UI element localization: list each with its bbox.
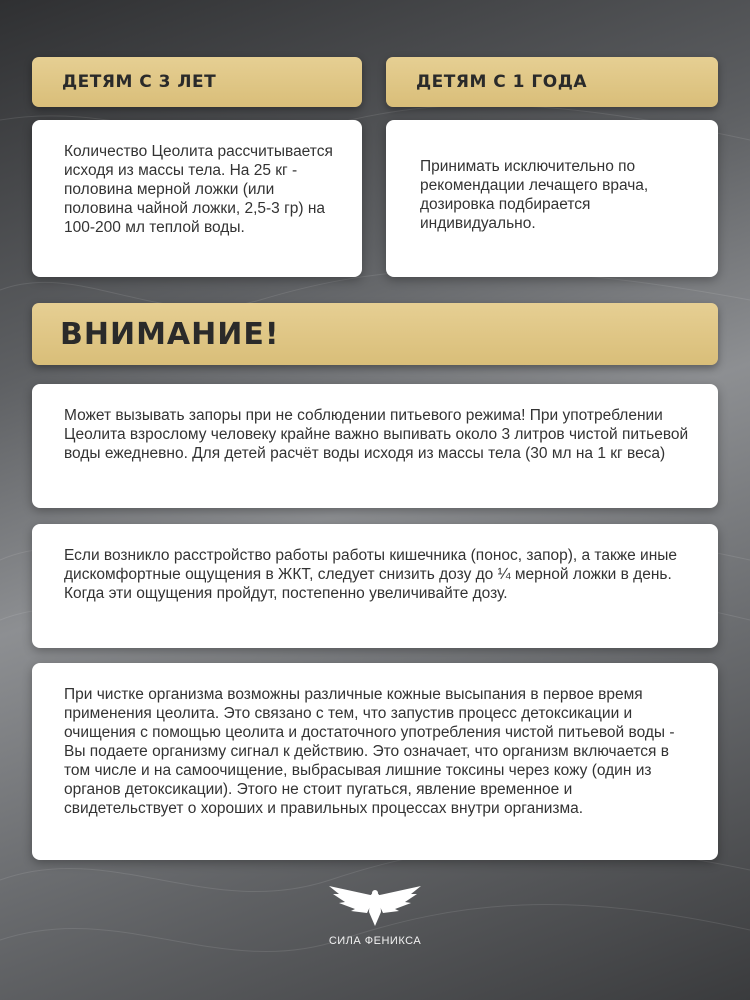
warning-card-2 [32, 524, 718, 648]
brand-logo [325, 882, 425, 947]
warning-card-3 [32, 663, 718, 860]
warning-header [32, 303, 718, 365]
phoenix-icon [327, 882, 423, 928]
card-kids-1-year [386, 120, 718, 277]
header-kids-1-year [386, 57, 718, 107]
card-kids-1-year-text: Принимать исключительно по рекомендации лечащего врача, дозировка подбирается индивидуально. [420, 158, 649, 232]
header-kids-3-years [32, 57, 362, 107]
header-kids-1-year-title: ДЕТЯМ С 1 ГОДА [416, 72, 587, 92]
warning-card-3-text: При чистке организма возможны различные кожные высыпания в первое время применения цеолита. Это связано с тем, что запустив процесс детоксикации и очищения с помощью цеолита и достаточного употребления чистой питьевой воды - Вы подаете организму сигнал к действию. Это означает, что организм включается в том числе и на самоочищение, выбрасывая лишние токсины через кожу (один из органов детоксикации). Этого не стоит пугаться, явление временное и свидетельствует о хороших и правильных процессах внутри организма. [64, 686, 675, 817]
header-kids-3-years-title: ДЕТЯМ С 3 ЛЕТ [62, 72, 217, 92]
warning-card-2-text: Если возникло расстройство работы работы кишечника (понос, запор), а также иные дискомфортные ощущения в ЖКТ, следует снизить дозу до ¼ мерной ложки в день. Когда эти ощущения пройдут, постепенно увеличивайте дозу. [64, 547, 678, 602]
warning-card-1 [32, 384, 718, 508]
warning-title: ВНИМАНИЕ! [60, 316, 280, 352]
card-kids-3-years [32, 120, 362, 277]
warning-card-1-text: Может вызывать запоры при не соблюдении питьевого режима! При употреблении Цеолита взрослому человеку крайне важно выпивать около 3 литров чистой питьевой воды ежедневно. Для детей расчёт воды исходя из массы тела (30 мл на 1 кг веса) [64, 407, 689, 462]
brand-name: СИЛА ФЕНИКСА [328, 935, 422, 947]
card-kids-3-years-text: Количество Цеолита рассчитывается исходя из массы тела. На 25 кг - половина мерной ложки (или половина чайной ложки, 2,5-3 гр) на 100-200 мл теплой воды. [64, 143, 333, 236]
